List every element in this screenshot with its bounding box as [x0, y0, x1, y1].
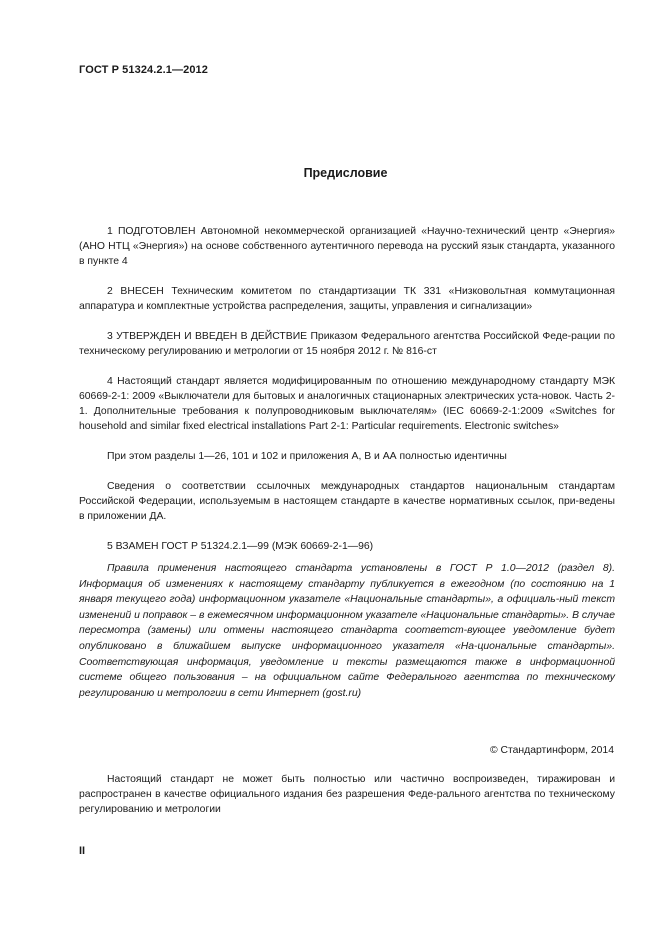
paragraph-replaces: 5 ВЗАМЕН ГОСТ Р 51324.2.1—99 (МЭК 60669-2-1—96) [107, 541, 374, 552]
copyright-line: © Стандартинформ, 2014 [489, 745, 614, 756]
reproduction-restriction-notice: Настоящий стандарт не может быть полностью или частично воспроизведен, тиражирован и распространен в качестве официального издания без разрешения Феде-рального агентства по техническому регулированию и метрологии [79, 774, 615, 815]
paragraph-introduced-by: 2 ВНЕСЕН Техническим комитетом по стандартизации ТК 331 «Низковольтная коммутационная аппаратура и комплектные устройства распределения, защиты, управления и сигнализации» [79, 286, 615, 312]
application-rules-notice: Правила применения настоящего стандарта установлены в ГОСТ Р 1.0—2012 (раздел 8). Информация об изменениях к настоящему стандарту публикуется в ежегодном (по состоянию на 1 января текущего года) информационном указателе «Национальные стандарты», а официаль-ный текст изменений и поправок – в ежемесячном информационном указателе «Национальные стандарты». В случае пересмотра (замены) или отмены настоящего стандарта соответст-вующее уведомление будет опубликовано в ближайшем выпуске информационного указателя «На-циональные стандарты». Соответствующая информация, уведомление и тексты размещаются также в информационной системе общего пользования – на официальном сайте Федерального агентства по техническому регулированию и метрологии в сети Интернет (gost.ru) [79, 563, 615, 699]
page-title: Предисловие [303, 166, 388, 180]
paragraph-identical-sections: При этом разделы 1—26, 101 и 102 и приложения А, В и АА полностью идентичны [107, 451, 507, 462]
paragraph-prepared-by: 1 ПОДГОТОВЛЕН Автономной некоммерческой организацией «Научно-технический центр «Энергия» (АНО НТЦ «Энергия») на основе собственного аутентичного перевода на русский язык стандарта, указанного в пункте 4 [79, 226, 615, 267]
paragraph-approved: 3 УТВЕРЖДЕН И ВВЕДЕН В ДЕЙСТВИЕ Приказом Федерального агентства Российской Феде-рации по техническому регулированию и метрологии от 15 ноября 2012 г. № 816-ст [79, 331, 615, 357]
preface-body [79, 224, 615, 554]
page-number: II [79, 845, 86, 857]
document-code-header: ГОСТ Р 51324.2.1—2012 [79, 64, 208, 76]
paragraph-modified-standard: 4 Настоящий стандарт является модифицированным по отношению международному стандарту МЭК 60669-2-1: 2009 «Выключатели для бытовых и аналогичных стационарных электрических уста-новок. Часть 2-1. Дополнительные требования к полупроводниковым выключателям» (IEC 60669-2-1:2009 «Switches for household and similar fixed electrical installations Part 2-1: Particular requirements. Electronic switches» [79, 376, 615, 432]
paragraph-references-info: Сведения о соответствии ссылочных международных стандартов национальным стандартам Российской Федерации, используемым в настоящем стандарте в качестве нормативных ссылок, при-ведены в приложении ДА. [79, 481, 615, 522]
